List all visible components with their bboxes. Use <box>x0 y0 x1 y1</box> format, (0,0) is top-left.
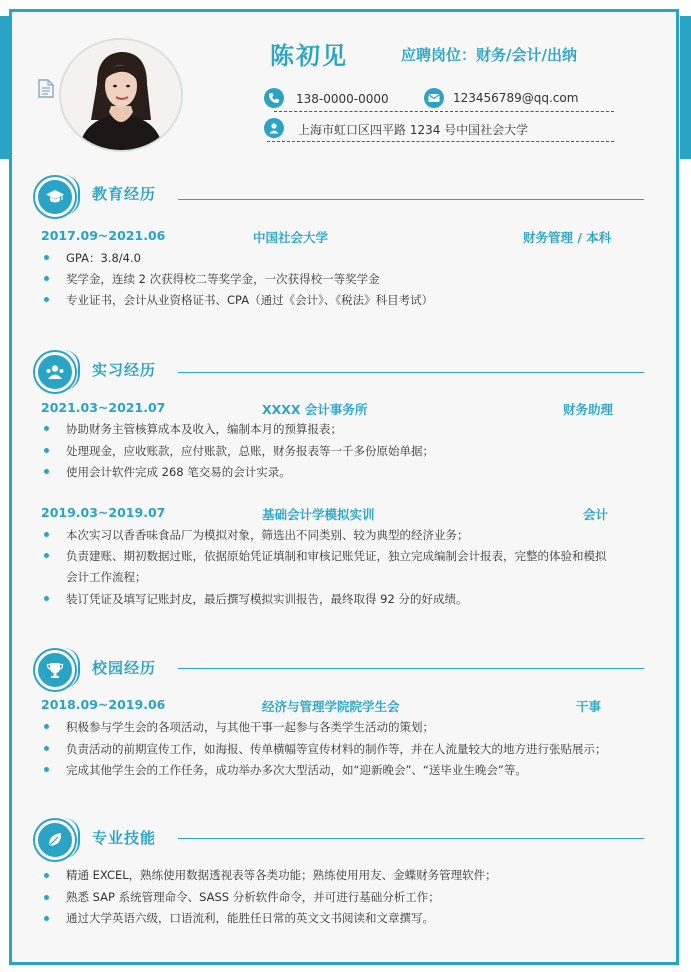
bullet-icon <box>44 916 49 921</box>
bullet-icon <box>44 767 49 772</box>
right-accent-tab <box>680 16 691 159</box>
list-item: 处理现金，应收账款，应付账款，总账，财务报表等一千多份原始单据； <box>66 444 434 458</box>
address-divider <box>267 141 614 142</box>
training-program: 基础会计学模拟实训 <box>262 507 375 522</box>
list-item-continued: 会计工作流程； <box>66 570 147 584</box>
home-address: 上海市虹口区四平路 1234 号中国社会大学 <box>298 123 529 137</box>
bullet-icon <box>44 448 49 453</box>
education-title: 教育经历 <box>92 185 157 203</box>
bullet-icon <box>44 255 49 260</box>
internship-title: 实习经历 <box>92 361 157 379</box>
list-item: 负责建账、期初数据过账，依据原始凭证填制和审核记账凭证，独立完成编制会计报表，完整的体验和模拟 <box>66 549 607 563</box>
list-item: 本次实习以香香味食品厂为模拟对象，筛选出不同类别、较为典型的经济业务； <box>66 528 469 542</box>
bullet-icon <box>44 469 49 474</box>
applied-position: 应聘岗位：财务/会计/出纳 <box>401 46 577 64</box>
contact-divider <box>274 111 614 112</box>
education-major: 财务管理 / 本科 <box>523 230 612 245</box>
document-icon[interactable] <box>37 79 55 98</box>
left-accent-tab <box>0 16 9 159</box>
bullet-icon <box>44 724 49 729</box>
training-role: 会计 <box>583 507 609 522</box>
skills-rule <box>178 838 644 839</box>
list-item: 精通 EXCEL，熟练使用数据透视表等各类功能；熟练使用用友、金蝶财务管理软件； <box>66 868 497 882</box>
candidate-name: 陈初见 <box>270 42 348 70</box>
bullet-icon <box>44 426 49 431</box>
bullet-icon <box>44 596 49 601</box>
person-icon <box>264 118 284 138</box>
email-address: 123456789@qq.com <box>453 91 579 105</box>
list-item: GPA：3.8/4.0 <box>66 251 141 265</box>
avatar <box>59 38 183 152</box>
internship-date: 2021.03~2021.07 <box>41 400 166 415</box>
bullet-icon <box>44 746 49 751</box>
education-rule <box>178 199 644 200</box>
bullet-icon <box>44 532 49 537</box>
campus-date: 2018.09~2019.06 <box>41 697 166 712</box>
email-icon <box>424 88 444 108</box>
phone-number: 138-0000-0000 <box>296 92 389 106</box>
phone-icon <box>264 88 284 108</box>
education-school: 中国社会大学 <box>253 230 329 245</box>
list-item: 装订凭证及填写记账封皮，最后撰写模拟实训报告，最终取得 92 分的好成绩。 <box>66 592 468 606</box>
bullet-icon <box>44 276 49 281</box>
internship-company: XXXX 会计事务所 <box>262 402 368 417</box>
resume-frame <box>9 9 679 965</box>
bullet-icon <box>44 873 49 878</box>
bullet-icon <box>44 297 49 302</box>
education-date: 2017.09~2021.06 <box>41 228 166 243</box>
internship-rule <box>178 372 644 373</box>
list-item: 协助财务主管核算成本及收入，编制本月的预算报表； <box>66 422 342 436</box>
list-item: 通过大学英语六级，口语流利，能胜任日常的英文文书阅读和文章撰写。 <box>66 911 434 925</box>
campus-organization: 经济与管理学院院学生会 <box>262 699 400 714</box>
list-item: 负责活动的前期宣传工作，如海报、传单横幅等宣传材料的制作等，并在人流量较大的地方进行张贴展示； <box>66 742 607 756</box>
campus-role: 干事 <box>576 699 602 714</box>
bullet-icon <box>44 895 49 900</box>
list-item: 完成其他学生会的工作任务，成功举办多次大型活动，如“迎新晚会”、“送毕业生晚会”等。 <box>66 763 527 777</box>
internship-role: 财务助理 <box>563 402 614 417</box>
skills-title: 专业技能 <box>92 829 157 847</box>
list-item: 使用会计软件完成 268 笔交易的会计实录。 <box>66 465 291 479</box>
training-date: 2019.03~2019.07 <box>41 505 166 520</box>
list-item: 奖学金，连续 2 次获得校二等奖学金，一次获得校一等奖学金 <box>66 272 380 286</box>
list-item: 积极参与学生会的各项活动，与其他干事一起参与各类学生活动的策划； <box>66 720 434 734</box>
list-item: 专业证书，会计从业资格证书、CPA（通过《会计》、《税法》科目考试） <box>66 293 434 307</box>
campus-title: 校园经历 <box>92 659 157 677</box>
list-item: 熟悉 SAP 系统管理命令、SASS 分析软件命令，并可进行基础分析工作； <box>66 890 440 904</box>
campus-rule <box>178 668 644 669</box>
bullet-icon <box>44 553 49 558</box>
